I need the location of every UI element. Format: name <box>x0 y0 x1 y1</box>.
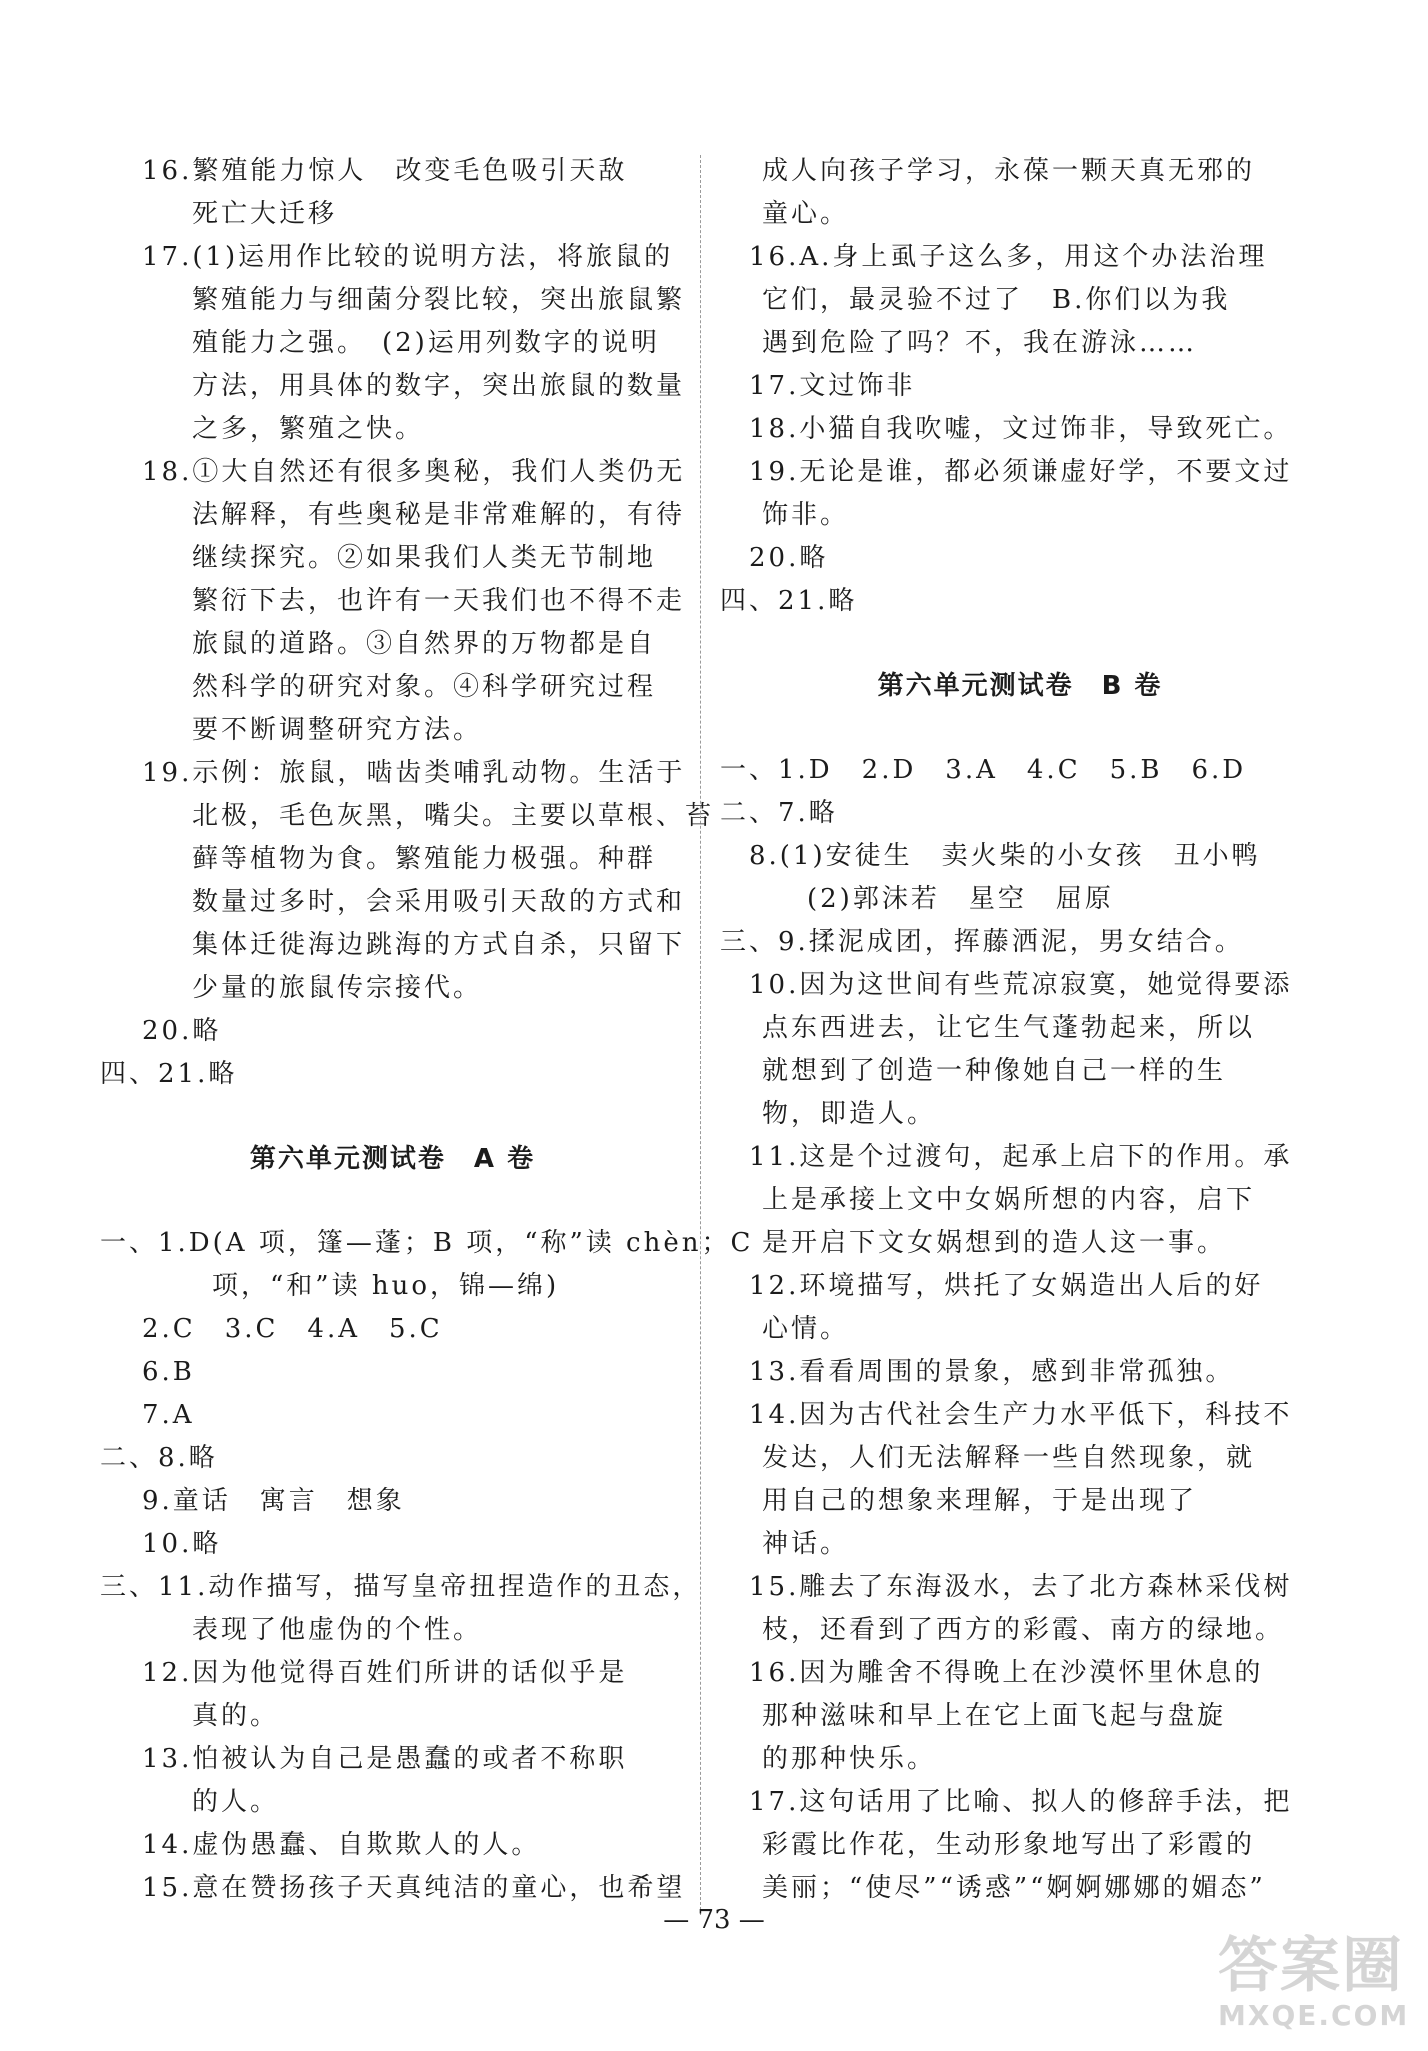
answer-line: 死亡大迁移 <box>192 199 338 229</box>
answer-line: 神话。 <box>762 1529 850 1559</box>
answer-line: 美丽；“使尽”“诱惑”“婀婀娜娜的媚态” <box>762 1873 1266 1903</box>
answer-line: 它们，最灵验不过了 B.你们以为我 <box>762 285 1231 315</box>
answer-line: 18.①大自然还有很多奥秘，我们人类仍无 <box>142 457 686 487</box>
answer-line: 发达，人们无法解释一些自然现象，就 <box>762 1443 1256 1473</box>
answer-line: 四、21.略 <box>100 1059 238 1089</box>
answer-line: 12.因为他觉得百姓们所讲的话似乎是 <box>142 1658 628 1688</box>
answer-line: 8.(1)安徒生 卖火柴的小女孩 丑小鸭 <box>720 841 1261 871</box>
answer-line: 那种滋味和早上在它上面飞起与盘旋 <box>762 1701 1227 1731</box>
answer-line: 繁殖能力与细菌分裂比较，突出旅鼠繁 <box>192 285 686 315</box>
answer-line: 殖能力之强。 (2)运用列数字的说明 <box>192 328 660 358</box>
answer-line: 集体迁徙海边跳海的方式自杀，只留下 <box>192 930 686 960</box>
right-column <box>720 150 1320 1910</box>
watermark-logo <box>1218 1931 1408 2041</box>
answer-line: 旅鼠的道路。③自然界的万物都是自 <box>192 629 657 659</box>
answer-line: 的那种快乐。 <box>762 1744 937 1774</box>
answer-line: 13.怕被认为自己是愚蠢的或者不称职 <box>142 1744 628 1774</box>
spacer <box>720 623 1320 663</box>
answer-line: 19.无论是谁，都必须谦虚好学，不要文过 <box>720 457 1293 487</box>
answer-line: 一、1.D 2.D 3.A 4.C 5.B 6.D <box>720 755 1247 785</box>
answer-line: 四、21.略 <box>720 586 858 616</box>
answer-line: 枝，还看到了西方的彩霞、南方的绿地。 <box>762 1615 1285 1645</box>
answer-line: 遇到危险了吗？不，我在游泳…… <box>762 328 1198 358</box>
spacer <box>100 1096 685 1136</box>
answer-line: 方法，用具体的数字，突出旅鼠的数量 <box>192 371 686 401</box>
answer-line: 6.B <box>142 1357 195 1387</box>
answer-line: 就想到了创造一种像她自己一样的生 <box>762 1056 1227 1086</box>
answer-line: 数量过多时，会采用吸引天敌的方式和 <box>192 887 686 917</box>
answer-line: 彩霞比作花，生动形象地写出了彩霞的 <box>762 1830 1256 1860</box>
answer-line: 用自己的想象来理解，于是出现了 <box>762 1486 1198 1516</box>
answer-line: 物，即造人。 <box>762 1099 937 1129</box>
answer-line: 饰非。 <box>762 500 850 530</box>
answer-line: 之多，繁殖之快。 <box>192 414 425 444</box>
answer-line: 20.略 <box>720 543 829 573</box>
answer-line: 法解释，有些奥秘是非常难解的，有待 <box>192 500 686 530</box>
answer-line: (2)郭沫若 星空 屈原 <box>720 884 1114 914</box>
answer-line: 2.C 3.C 4.A 5.C <box>142 1314 443 1344</box>
page-number: — 73 — <box>663 1905 765 1935</box>
answer-line: 11.这是个过渡句，起承上启下的作用。承 <box>720 1142 1293 1172</box>
answer-line: 的人。 <box>192 1787 280 1817</box>
answer-line: 真的。 <box>192 1701 280 1731</box>
answer-line: 9.童话 寓言 想象 <box>142 1486 405 1516</box>
answer-line: 北极，毛色灰黑，嘴尖。主要以草根、苔 <box>192 801 715 831</box>
answer-line: 17.这句话用了比喻、拟人的修辞手法，把 <box>720 1787 1293 1817</box>
spacer <box>100 1182 685 1222</box>
section-heading: 第六单元测试卷 B 卷 <box>877 671 1163 701</box>
answer-line: 10.因为这世间有些荒凉寂寞，她觉得要添 <box>720 970 1293 1000</box>
section-heading: 第六单元测试卷 A 卷 <box>249 1144 536 1174</box>
answer-line: 继续探究。②如果我们人类无节制地 <box>192 543 657 573</box>
answer-line: 10.略 <box>142 1529 222 1559</box>
left-column <box>100 150 754 1910</box>
answer-line: 16.因为雕舍不得晚上在沙漠怀里休息的 <box>720 1658 1264 1688</box>
answer-line: 一、1.D(A 项，篷—蓬；B 项，“称”读 chèn；C <box>100 1228 754 1258</box>
answer-line: 要不断调整研究方法。 <box>192 715 483 745</box>
answer-line: 15.雕去了东海汲水，去了北方森林采伐树 <box>720 1572 1293 1602</box>
answer-line: 16.繁殖能力惊人 改变毛色吸引天敌 <box>142 156 628 186</box>
answer-line: 心情。 <box>762 1314 850 1344</box>
answer-line: 7.A <box>142 1400 195 1430</box>
answer-line: 16.A.身上虱子这么多，用这个办法治理 <box>720 242 1268 272</box>
answer-line: 18.小猫自我吹嘘，文过饰非，导致死亡。 <box>720 414 1293 444</box>
answer-line: 是开启下文女娲想到的造人这一事。 <box>762 1228 1227 1258</box>
answer-line: 藓等植物为食。繁殖能力极强。种群 <box>192 844 657 874</box>
answer-line: 三、9.揉泥成团，挥藤洒泥，男女结合。 <box>720 927 1244 957</box>
answer-line: 项，“和”读 huo，锦—绵) <box>212 1271 560 1301</box>
watermark-sub: MXQE.COM <box>1218 1999 1410 2032</box>
answer-line: 14.虚伪愚蠢、自欺欺人的人。 <box>142 1830 541 1860</box>
answer-line: 上是承接上文中女娲所想的内容，启下 <box>762 1185 1256 1215</box>
answer-line: 表现了他虚伪的个性。 <box>192 1615 483 1645</box>
answer-line: 二、8.略 <box>100 1443 218 1473</box>
watermark-main: 答案圈 <box>1218 1931 1404 2001</box>
answer-line: 13.看看周围的景象，感到非常孤独。 <box>720 1357 1235 1387</box>
answer-line: 二、7.略 <box>720 798 838 828</box>
answer-line: 15.意在赞扬孩子天真纯洁的童心，也希望 <box>142 1873 686 1903</box>
answer-line: 童心。 <box>762 199 850 229</box>
answer-line: 19.示例：旅鼠，啮齿类哺乳动物。生活于 <box>142 758 686 788</box>
column-divider <box>700 155 701 1915</box>
answer-line: 12.环境描写，烘托了女娲造出人后的好 <box>720 1271 1264 1301</box>
spacer <box>720 709 1320 749</box>
answer-line: 三、11.动作描写，描写皇帝扭捏造作的丑态， <box>100 1572 702 1602</box>
answer-line: 然科学的研究对象。④科学研究过程 <box>192 672 657 702</box>
answer-line: 14.因为古代社会生产力水平低下，科技不 <box>720 1400 1293 1430</box>
answer-line: 少量的旅鼠传宗接代。 <box>192 973 483 1003</box>
answer-line: 17.文过饰非 <box>720 371 916 401</box>
answer-line: 成人向孩子学习，永葆一颗天真无邪的 <box>762 156 1256 186</box>
answer-line: 17.(1)运用作比较的说明方法，将旅鼠的 <box>142 242 674 272</box>
answer-line: 繁衍下去，也许有一天我们也不得不走 <box>192 586 686 616</box>
answer-line: 点东西进去，让它生气蓬勃起来，所以 <box>762 1013 1256 1043</box>
answer-line: 20.略 <box>142 1016 222 1046</box>
